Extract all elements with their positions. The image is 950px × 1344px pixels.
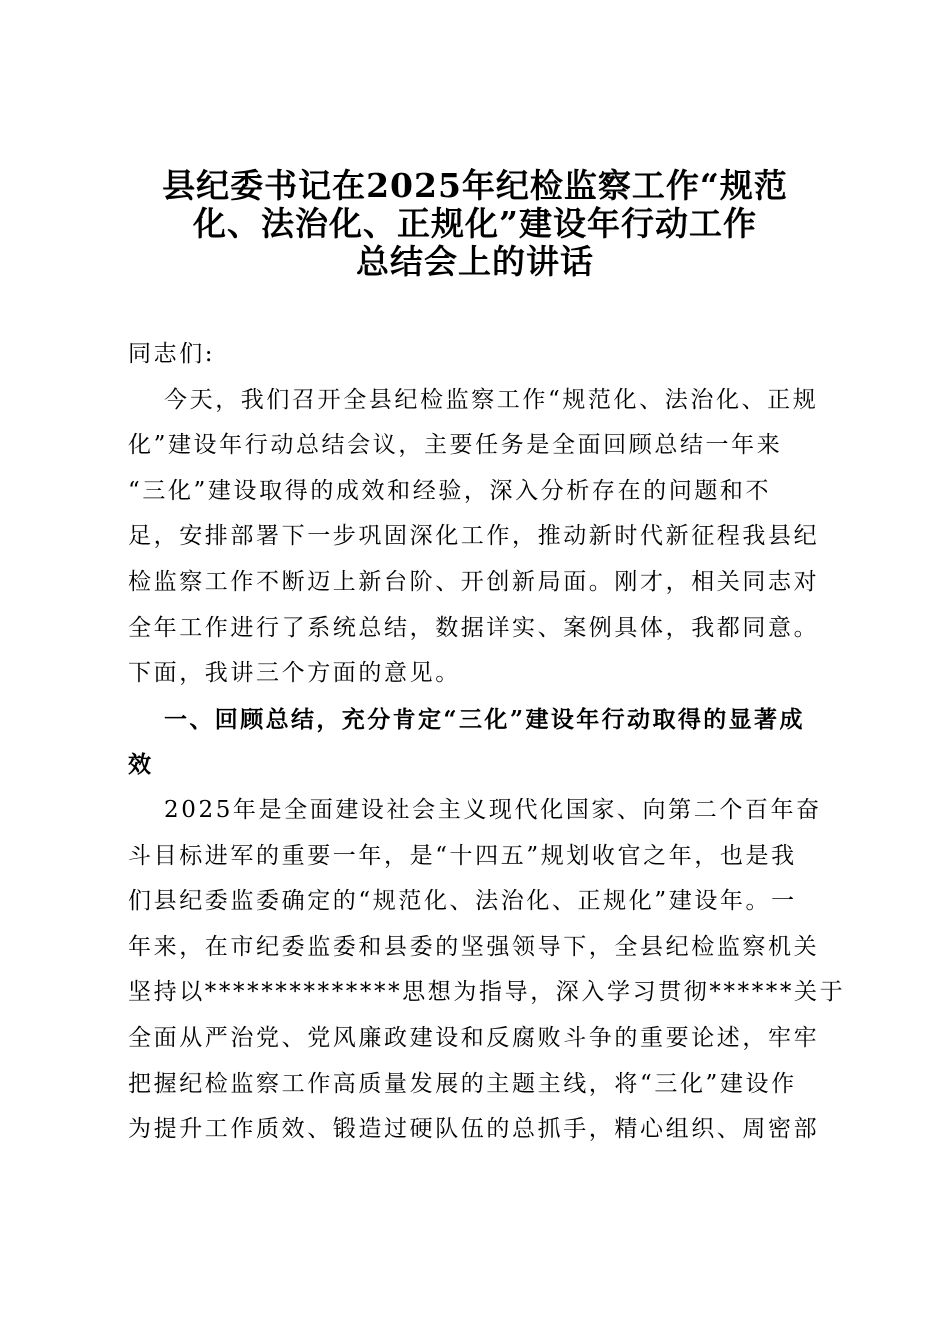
paragraph-line: 年来，在市纪委监委和县委的坚强领导下，全县纪检监察机关 <box>128 933 820 960</box>
paragraph-line: 2025年是全面建设社会主义现代化国家、向第二个百年奋 <box>164 796 822 823</box>
paragraph-line: 为提升工作质效、锻造过硬队伍的总抓手，精心组织、周密部 <box>128 1116 820 1143</box>
paragraph-review <box>128 788 846 1153</box>
paragraph-line: 坚持以**************思想为指导，深入学习贯彻******关于 <box>128 979 846 1006</box>
paragraph-line: 把握纪检监察工作高质量发展的主题主线，将“三化”建设作 <box>128 1070 797 1097</box>
paragraph-line: 检监察工作不断迈上新台阶、开创新局面。刚才，相关同志对 <box>128 568 820 595</box>
paragraph-line: “三化”建设取得的成效和经验，深入分析存在的问题和不 <box>128 477 772 504</box>
title-line-2: 化、法治化、正规化”建设年行动工作 <box>193 204 757 243</box>
paragraph-line: 足，安排部署下一步巩固深化工作，推动新时代新征程我县纪 <box>128 523 820 550</box>
paragraph-line: 全面从严治党、党风廉政建设和反腐败斗争的重要论述，牢牢 <box>128 1024 820 1051</box>
paragraph-opening <box>128 378 830 697</box>
paragraph-line: 今天，我们召开全县纪检监察工作“规范化、法治化、正规 <box>164 386 819 413</box>
document-title <box>120 168 830 282</box>
title-line-1: 县纪委书记在2025年纪检监察工作“规范 <box>162 166 788 205</box>
paragraph-line: 们县纪委监委确定的“规范化、法治化、正规化”建设年。一 <box>128 888 797 915</box>
paragraph-line: 斗目标进军的重要一年，是“十四五”规划收官之年，也是我 <box>128 842 797 869</box>
paragraph-line: 全年工作进行了系统总结，数据详实、案例具体，我都同意。 <box>128 614 820 641</box>
salutation: 同志们: <box>128 341 216 367</box>
heading-line: 效 <box>128 751 154 779</box>
title-line-3: 总结会上的讲话 <box>356 242 594 281</box>
paragraph-line: 下面，我讲三个方面的意见。 <box>128 660 461 687</box>
document-body <box>128 332 846 1153</box>
paragraph-line: 化”建设年行动总结会议，主要任务是全面回顾总结一年来 <box>128 432 783 459</box>
section-heading-1 <box>128 697 830 788</box>
heading-line: 一、回顾总结，充分肯定“三化”建设年行动取得的显著成 <box>164 705 805 733</box>
